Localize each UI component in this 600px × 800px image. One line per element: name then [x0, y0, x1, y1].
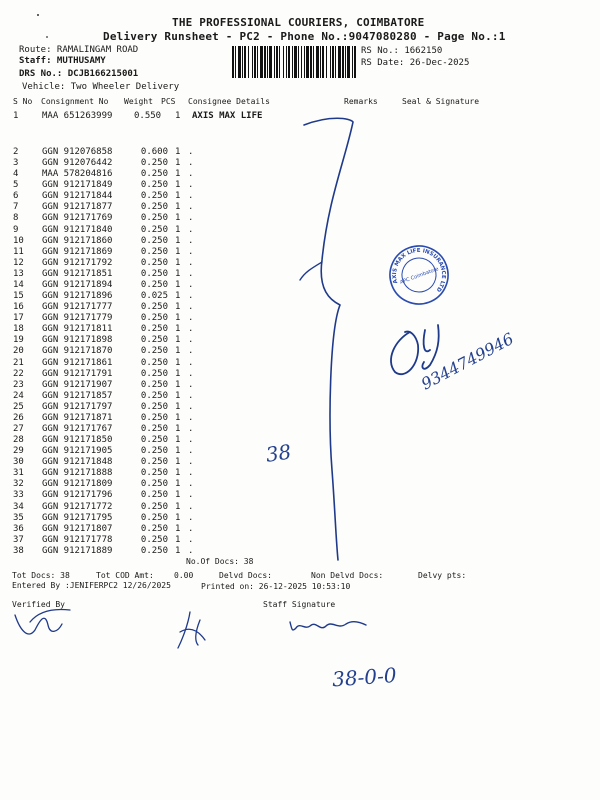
row-consignee-placeholder: .	[188, 357, 194, 368]
row-pcs: 1	[175, 479, 181, 490]
row-consignee-placeholder: .	[188, 479, 194, 490]
row-pcs: 1	[175, 412, 181, 423]
entered-by: Entered By :JENIFERPC2 12/26/2025	[12, 581, 171, 590]
row-consignee-placeholder: .	[188, 158, 194, 169]
row-weight: 0.600	[140, 147, 168, 157]
staff-label: Staff: MUTHUSAMY	[19, 56, 106, 66]
row-pcs: 1	[175, 291, 181, 302]
row-weight: 0.250	[140, 202, 168, 213]
row-sno: 7	[13, 202, 19, 213]
row-weight: 0.250	[140, 279, 168, 290]
row-consignee-placeholder: .	[188, 424, 194, 434]
row-consignee-placeholder: .	[188, 246, 194, 257]
handwritten-count: 38	[264, 439, 293, 467]
row-sno: 5	[13, 180, 19, 191]
row-weight: 0.250	[140, 180, 168, 191]
row-sno: 35	[13, 512, 24, 523]
row-weight: 0.250	[140, 379, 168, 390]
bracket-mark	[304, 118, 353, 560]
row-weight: 0.250	[140, 412, 168, 423]
row-pcs: 1	[175, 357, 181, 368]
row-consignment: GGN 912171857	[42, 390, 113, 401]
row-pcs: 1	[175, 235, 181, 246]
row-sno: 18	[13, 324, 24, 335]
tot-cod-value: 0.00	[174, 571, 194, 580]
row-consignee-placeholder: .	[188, 545, 194, 556]
row-weight: 0.250	[140, 490, 168, 501]
row-pcs: 1	[175, 158, 181, 169]
row-sno: 34	[13, 501, 24, 512]
row-consignee-placeholder: .	[188, 147, 194, 157]
row-pcs: 1	[175, 446, 181, 457]
row-sno: 15	[13, 291, 24, 302]
row-pcs: 1	[175, 346, 181, 357]
row-pcs: 1	[175, 279, 181, 290]
row-consignee-placeholder: .	[188, 268, 194, 279]
row-weight: 0.250	[140, 534, 168, 545]
row-pcs: 1	[175, 468, 181, 479]
row-sno: 11	[13, 246, 24, 257]
row-consignment: GGN 912171869	[42, 246, 113, 257]
handwritten-phone: 9344749946	[417, 328, 517, 394]
row-sno: 20	[13, 346, 24, 357]
handwritten-bottom-note: 38-0-0	[331, 662, 398, 692]
row-weight: 0.250	[140, 401, 168, 412]
row-consignment: GGN 912171778	[42, 534, 113, 545]
row-sno: 16	[13, 302, 24, 313]
col-weight: Weight	[124, 97, 153, 106]
row-sno: 22	[13, 368, 24, 379]
row-sno: 14	[13, 279, 24, 290]
row-1-sno: 1	[13, 111, 19, 121]
row-consignment: GGN 912171791	[42, 368, 113, 379]
row-pcs: 1	[175, 457, 181, 468]
row-consignment: GGN 912171870	[42, 346, 113, 357]
row-weight: 0.250	[140, 268, 168, 279]
row-consignment: MAA 578204816	[42, 169, 113, 180]
row-consignment: GGN 912171896	[42, 291, 113, 302]
col-consignee: Consignee Details	[188, 97, 270, 106]
row-sno: 31	[13, 468, 24, 479]
row-1-consignment: MAA 651263999	[42, 111, 113, 121]
row-consignee-placeholder: .	[188, 523, 194, 534]
row-consignee-placeholder: .	[188, 169, 194, 180]
row-consignment: GGN 912171894	[42, 279, 113, 290]
row-consignee-placeholder: .	[188, 401, 194, 412]
row-consignment: GGN 912171811	[42, 324, 113, 335]
row-consignment: GGN 912171898	[42, 335, 113, 346]
row-pcs: 1	[175, 512, 181, 523]
row-pcs: 1	[175, 257, 181, 268]
row-weight: 0.250	[140, 545, 168, 556]
row-pcs: 1	[175, 169, 181, 180]
row-consignment: GGN 912171850	[42, 435, 113, 446]
row-consignment: GGN 912171797	[42, 401, 113, 412]
row-sno: 36	[13, 523, 24, 534]
col-pcs: PCS	[161, 97, 176, 106]
row-sno: 37	[13, 534, 24, 545]
row-pcs: 1	[175, 490, 181, 501]
row-sno: 12	[13, 257, 24, 268]
row-weight: 0.250	[140, 257, 168, 268]
row-pcs: 1	[175, 147, 181, 157]
row-pcs: 1	[175, 313, 181, 324]
row-pcs: 1	[175, 268, 181, 279]
row-consignment: GGN 912076858	[42, 147, 113, 157]
row-weight: 0.250	[140, 158, 168, 169]
tot-cod-label: Tot COD Amt:	[96, 571, 154, 580]
delvy-pts: Delvy pts:	[418, 571, 467, 580]
row-weight: 0.250	[140, 446, 168, 457]
row-consignee-placeholder: .	[188, 412, 194, 423]
row-consignment: GGN 912171848	[42, 457, 113, 468]
row-sno: 3	[13, 158, 19, 169]
col-seal-signature: Seal & Signature	[402, 97, 480, 106]
row-pcs: 1	[175, 224, 181, 235]
row-sno: 33	[13, 490, 24, 501]
row-sno: 8	[13, 213, 19, 224]
row-pcs: 1	[175, 368, 181, 379]
row-pcs: 1	[175, 335, 181, 346]
tot-docs: Tot Docs: 38	[12, 571, 70, 580]
row-pcs: 1	[175, 246, 181, 257]
row-weight: 0.250	[140, 501, 168, 512]
row-consignment: GGN 912171889	[42, 545, 113, 556]
row-consignment: GGN 912171861	[42, 357, 113, 368]
row-pcs: 1	[175, 213, 181, 224]
row-consignment: GGN 912171795	[42, 512, 113, 523]
row-consignment: GGN 912171849	[42, 180, 113, 191]
row-weight: 0.025	[140, 291, 168, 302]
row-consignee-placeholder: .	[188, 490, 194, 501]
row-sno: 9	[13, 224, 19, 235]
row-weight: 0.250	[140, 313, 168, 324]
row-consignment: GGN 912171779	[42, 313, 113, 324]
runsheet-subtitle: Delivery Runsheet - PC2 - Phone No.:9047080280 - Page No.:1	[103, 30, 506, 43]
row-weight: 0.250	[140, 468, 168, 479]
row-consignment: GGN 912076442	[42, 158, 113, 169]
row-sno: 13	[13, 268, 24, 279]
col-sno: S No	[13, 97, 33, 106]
row-pcs: 1	[175, 401, 181, 412]
row-sno: 28	[13, 435, 24, 446]
row-consignment: GGN 912171851	[42, 268, 113, 279]
col-consignment: Consignment No	[41, 97, 109, 106]
row-consignment: GGN 912171792	[42, 257, 113, 268]
row-consignee-placeholder: .	[188, 534, 194, 545]
row-sno: 27	[13, 424, 24, 434]
row-weight: 0.250	[140, 302, 168, 313]
printed-on: Printed on: 26-12-2025 10:53:10	[201, 582, 351, 591]
delvd-docs: Delvd Docs:	[219, 571, 272, 580]
row-weight: 0.250	[140, 457, 168, 468]
row-weight: 0.250	[140, 324, 168, 335]
row-consignee-placeholder: .	[188, 235, 194, 246]
row-consignee-placeholder: .	[188, 457, 194, 468]
vehicle-label: Vehicle: Two Wheeler Delivery	[22, 82, 180, 92]
bracket-hook	[300, 262, 322, 280]
row-1-pcs: 1	[175, 111, 181, 121]
row-consignment: GGN 912171907	[42, 379, 113, 390]
row-consignment: GGN 912171772	[42, 501, 113, 512]
row-pcs: 1	[175, 534, 181, 545]
row-weight: 0.250	[140, 235, 168, 246]
row-weight: 0.250	[140, 523, 168, 534]
row-pcs: 1	[175, 379, 181, 390]
row-consignment: GGN 912171905	[42, 446, 113, 457]
row-consignee-placeholder: .	[188, 468, 194, 479]
row-consignee-placeholder: .	[188, 390, 194, 401]
staff-signature-label: Staff Signature	[263, 600, 336, 609]
row-sno: 2	[13, 147, 19, 157]
row-weight: 0.250	[140, 357, 168, 368]
row-consignment: GGN 912171840	[42, 224, 113, 235]
middle-signature	[178, 612, 205, 648]
row-pcs: 1	[175, 191, 181, 202]
row-pcs: 1	[175, 501, 181, 512]
rs-number: RS No.: 1662150	[361, 46, 443, 56]
row-consignment: GGN 912171809	[42, 479, 113, 490]
col-remarks: Remarks	[344, 97, 378, 106]
company-stamp	[382, 238, 456, 312]
row-consignee-placeholder: .	[188, 368, 194, 379]
row-pcs: 1	[175, 523, 181, 534]
row-sno: 10	[13, 235, 24, 246]
drs-number: DRS No.: DCJB166215001	[19, 69, 139, 79]
row-1-weight: 0.550	[134, 111, 162, 121]
row-pcs: 1	[175, 435, 181, 446]
row-consignment: GGN 912171871	[42, 412, 113, 423]
company-title: THE PROFESSIONAL COURIERS, COIMBATORE	[172, 16, 425, 29]
verified-by-label: Verified By	[12, 600, 65, 609]
row-consignment: GGN 912171877	[42, 202, 113, 213]
row-pcs: 1	[175, 324, 181, 335]
row-consignee-placeholder: .	[188, 324, 194, 335]
row-consignment: GGN 912171888	[42, 468, 113, 479]
stamp-outer-text: AXIS MAX LIFE INSURANCE LTD	[391, 247, 447, 293]
row-sno: 4	[13, 169, 19, 180]
row-weight: 0.250	[140, 335, 168, 346]
no-of-docs: No.Of Docs: 38	[186, 557, 254, 566]
row-weight: 0.250	[140, 479, 168, 490]
row-sno: 21	[13, 357, 24, 368]
staff-signature	[290, 622, 366, 630]
row-weight: 0.250	[140, 390, 168, 401]
row-consignee-placeholder: .	[188, 501, 194, 512]
row-consignment: GGN 912171844	[42, 191, 113, 202]
receiver-signature	[391, 325, 439, 374]
row-consignee-placeholder: .	[188, 335, 194, 346]
row-weight: 0.250	[140, 435, 168, 446]
row-consignee-placeholder: .	[188, 191, 194, 202]
row-weight: 0.250	[140, 169, 168, 180]
route-label: Route: RAMALINGAM ROAD	[19, 45, 139, 55]
row-pcs: 1	[175, 202, 181, 213]
row-consignment: GGN 912171796	[42, 490, 113, 501]
row-sno: 38	[13, 545, 24, 556]
row-sno: 19	[13, 335, 24, 346]
row-weight: 0.250	[140, 224, 168, 235]
row-sno: 32	[13, 479, 24, 490]
row-weight: 0.250	[140, 512, 168, 523]
row-consignee-placeholder: .	[188, 291, 194, 302]
row-consignment: GGN 912171860	[42, 235, 113, 246]
row-sno: 24	[13, 390, 24, 401]
row-weight: 0.250	[140, 246, 168, 257]
row-consignee-placeholder: .	[188, 379, 194, 390]
verified-signature	[15, 610, 70, 635]
row-1-consignee: AXIS MAX LIFE	[192, 111, 263, 121]
row-consignee-placeholder: .	[188, 257, 194, 268]
row-pcs: 1	[175, 302, 181, 313]
row-weight: 0.250	[140, 424, 168, 434]
row-sno: 26	[13, 412, 24, 423]
row-pcs: 1	[175, 180, 181, 191]
row-consignee-placeholder: .	[188, 446, 194, 457]
row-sno: 6	[13, 191, 19, 202]
row-consignment: GGN 912171769	[42, 213, 113, 224]
row-consignee-placeholder: .	[188, 302, 194, 313]
row-consignment: GGN 912171767	[42, 424, 113, 434]
row-consignee-placeholder: .	[188, 512, 194, 523]
row-pcs: 1	[175, 390, 181, 401]
row-sno: 25	[13, 401, 24, 412]
row-consignment: GGN 912171807	[42, 523, 113, 534]
row-weight: 0.250	[140, 346, 168, 357]
stamp-inner-text: APC Coimbatore	[399, 266, 440, 286]
row-sno: 23	[13, 379, 24, 390]
row-sno: 29	[13, 446, 24, 457]
row-consignee-placeholder: .	[188, 224, 194, 235]
row-sno: 17	[13, 313, 24, 324]
row-weight: 0.250	[140, 368, 168, 379]
row-sno: 30	[13, 457, 24, 468]
non-delvd-docs: Non Delvd Docs:	[311, 571, 384, 580]
row-pcs: 1	[175, 545, 181, 556]
row-weight: 0.250	[140, 213, 168, 224]
row-consignee-placeholder: .	[188, 180, 194, 191]
row-consignee-placeholder: .	[188, 279, 194, 290]
row-consignment: GGN 912171777	[42, 302, 113, 313]
row-consignee-placeholder: .	[188, 202, 194, 213]
row-weight: 0.250	[140, 191, 168, 202]
row-consignee-placeholder: .	[188, 346, 194, 357]
row-consignee-placeholder: .	[188, 313, 194, 324]
row-consignee-placeholder: .	[188, 213, 194, 224]
row-consignee-placeholder: .	[188, 435, 194, 446]
row-pcs: 1	[175, 424, 181, 434]
rs-date: RS Date: 26-Dec-2025	[361, 58, 470, 68]
